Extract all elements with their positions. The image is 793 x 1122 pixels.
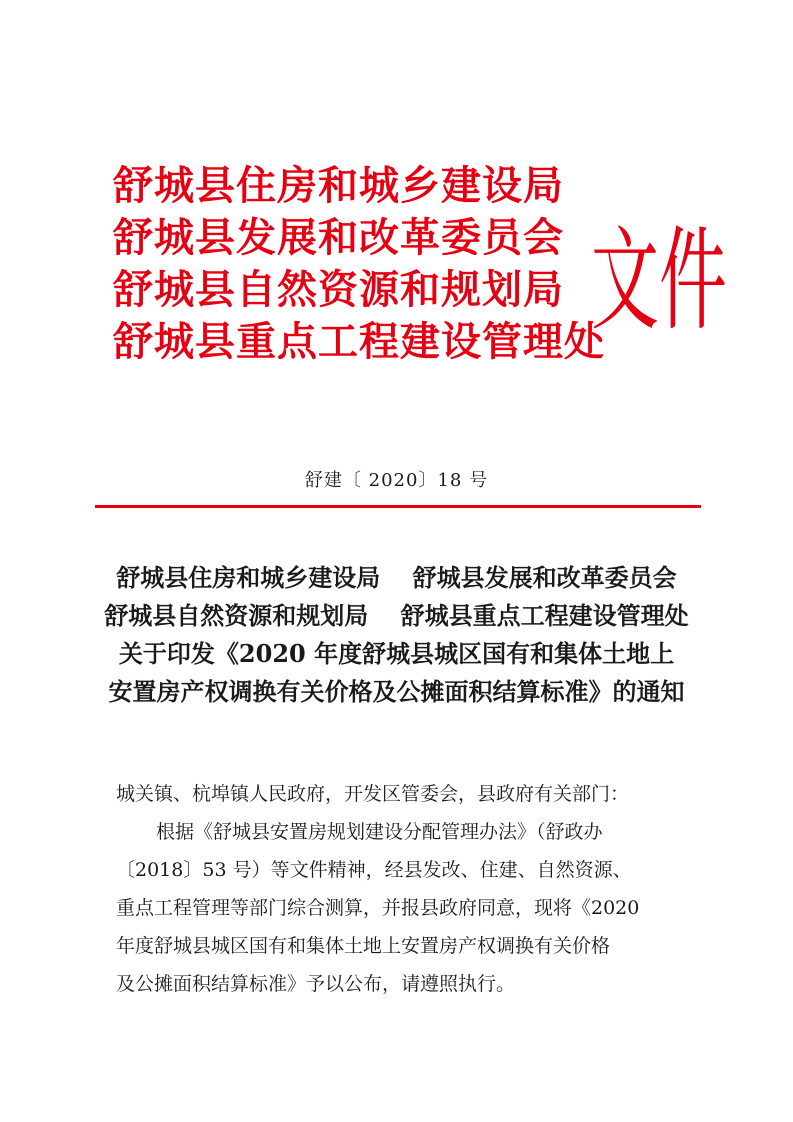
title-line: 舒城县自然资源和规划局 舒城县重点工程建设管理处 bbox=[104, 601, 689, 630]
title-line: 安置房产权调换有关价格及公摊面积结算标准》的通知 bbox=[108, 677, 685, 706]
paragraph-line: 及公摊面积结算标准》予以公布，请遵照执行。 bbox=[116, 973, 516, 995]
title-line: 舒城县住房和城乡建设局 舒城县发展和改革委员会 bbox=[116, 563, 677, 592]
notice-title bbox=[90, 559, 703, 711]
issuer-list bbox=[113, 160, 605, 368]
issuer-line: 舒城县发展和改革委员会 bbox=[113, 214, 564, 261]
issuer-line: 舒城县自然资源和规划局 bbox=[113, 266, 564, 313]
red-divider bbox=[95, 505, 701, 508]
paragraph-line: 根据《舒城县安置房规划建设分配管理办法》（舒政办 bbox=[156, 821, 603, 843]
issuer-line: 舒城县住房和城乡建设局 bbox=[113, 162, 564, 209]
paragraph-line: 重点工程管理等部门综合测算，并报县政府同意，现将《2020 bbox=[116, 897, 640, 919]
notice-body bbox=[116, 775, 691, 1003]
paragraph-line: 年度舒城县城区国有和集体土地上安置房产权调换有关价格 bbox=[116, 935, 611, 957]
salutation: 城关镇、杭埠镇人民政府，开发区管委会，县政府有关部门： bbox=[116, 783, 630, 805]
title-line: 关于印发《2020 年度舒城县城区国有和集体土地上 bbox=[118, 639, 675, 668]
red-header bbox=[113, 160, 728, 370]
doc-number: 舒建〔 2020〕18 号 bbox=[304, 470, 489, 491]
paragraph-line: 〔2018〕53 号）等文件精神，经县发改、住建、自然资源、 bbox=[116, 859, 632, 881]
issuer-line: 舒城县重点工程建设管理处 bbox=[113, 318, 605, 365]
doc-type-mark: 文件 bbox=[591, 216, 728, 348]
